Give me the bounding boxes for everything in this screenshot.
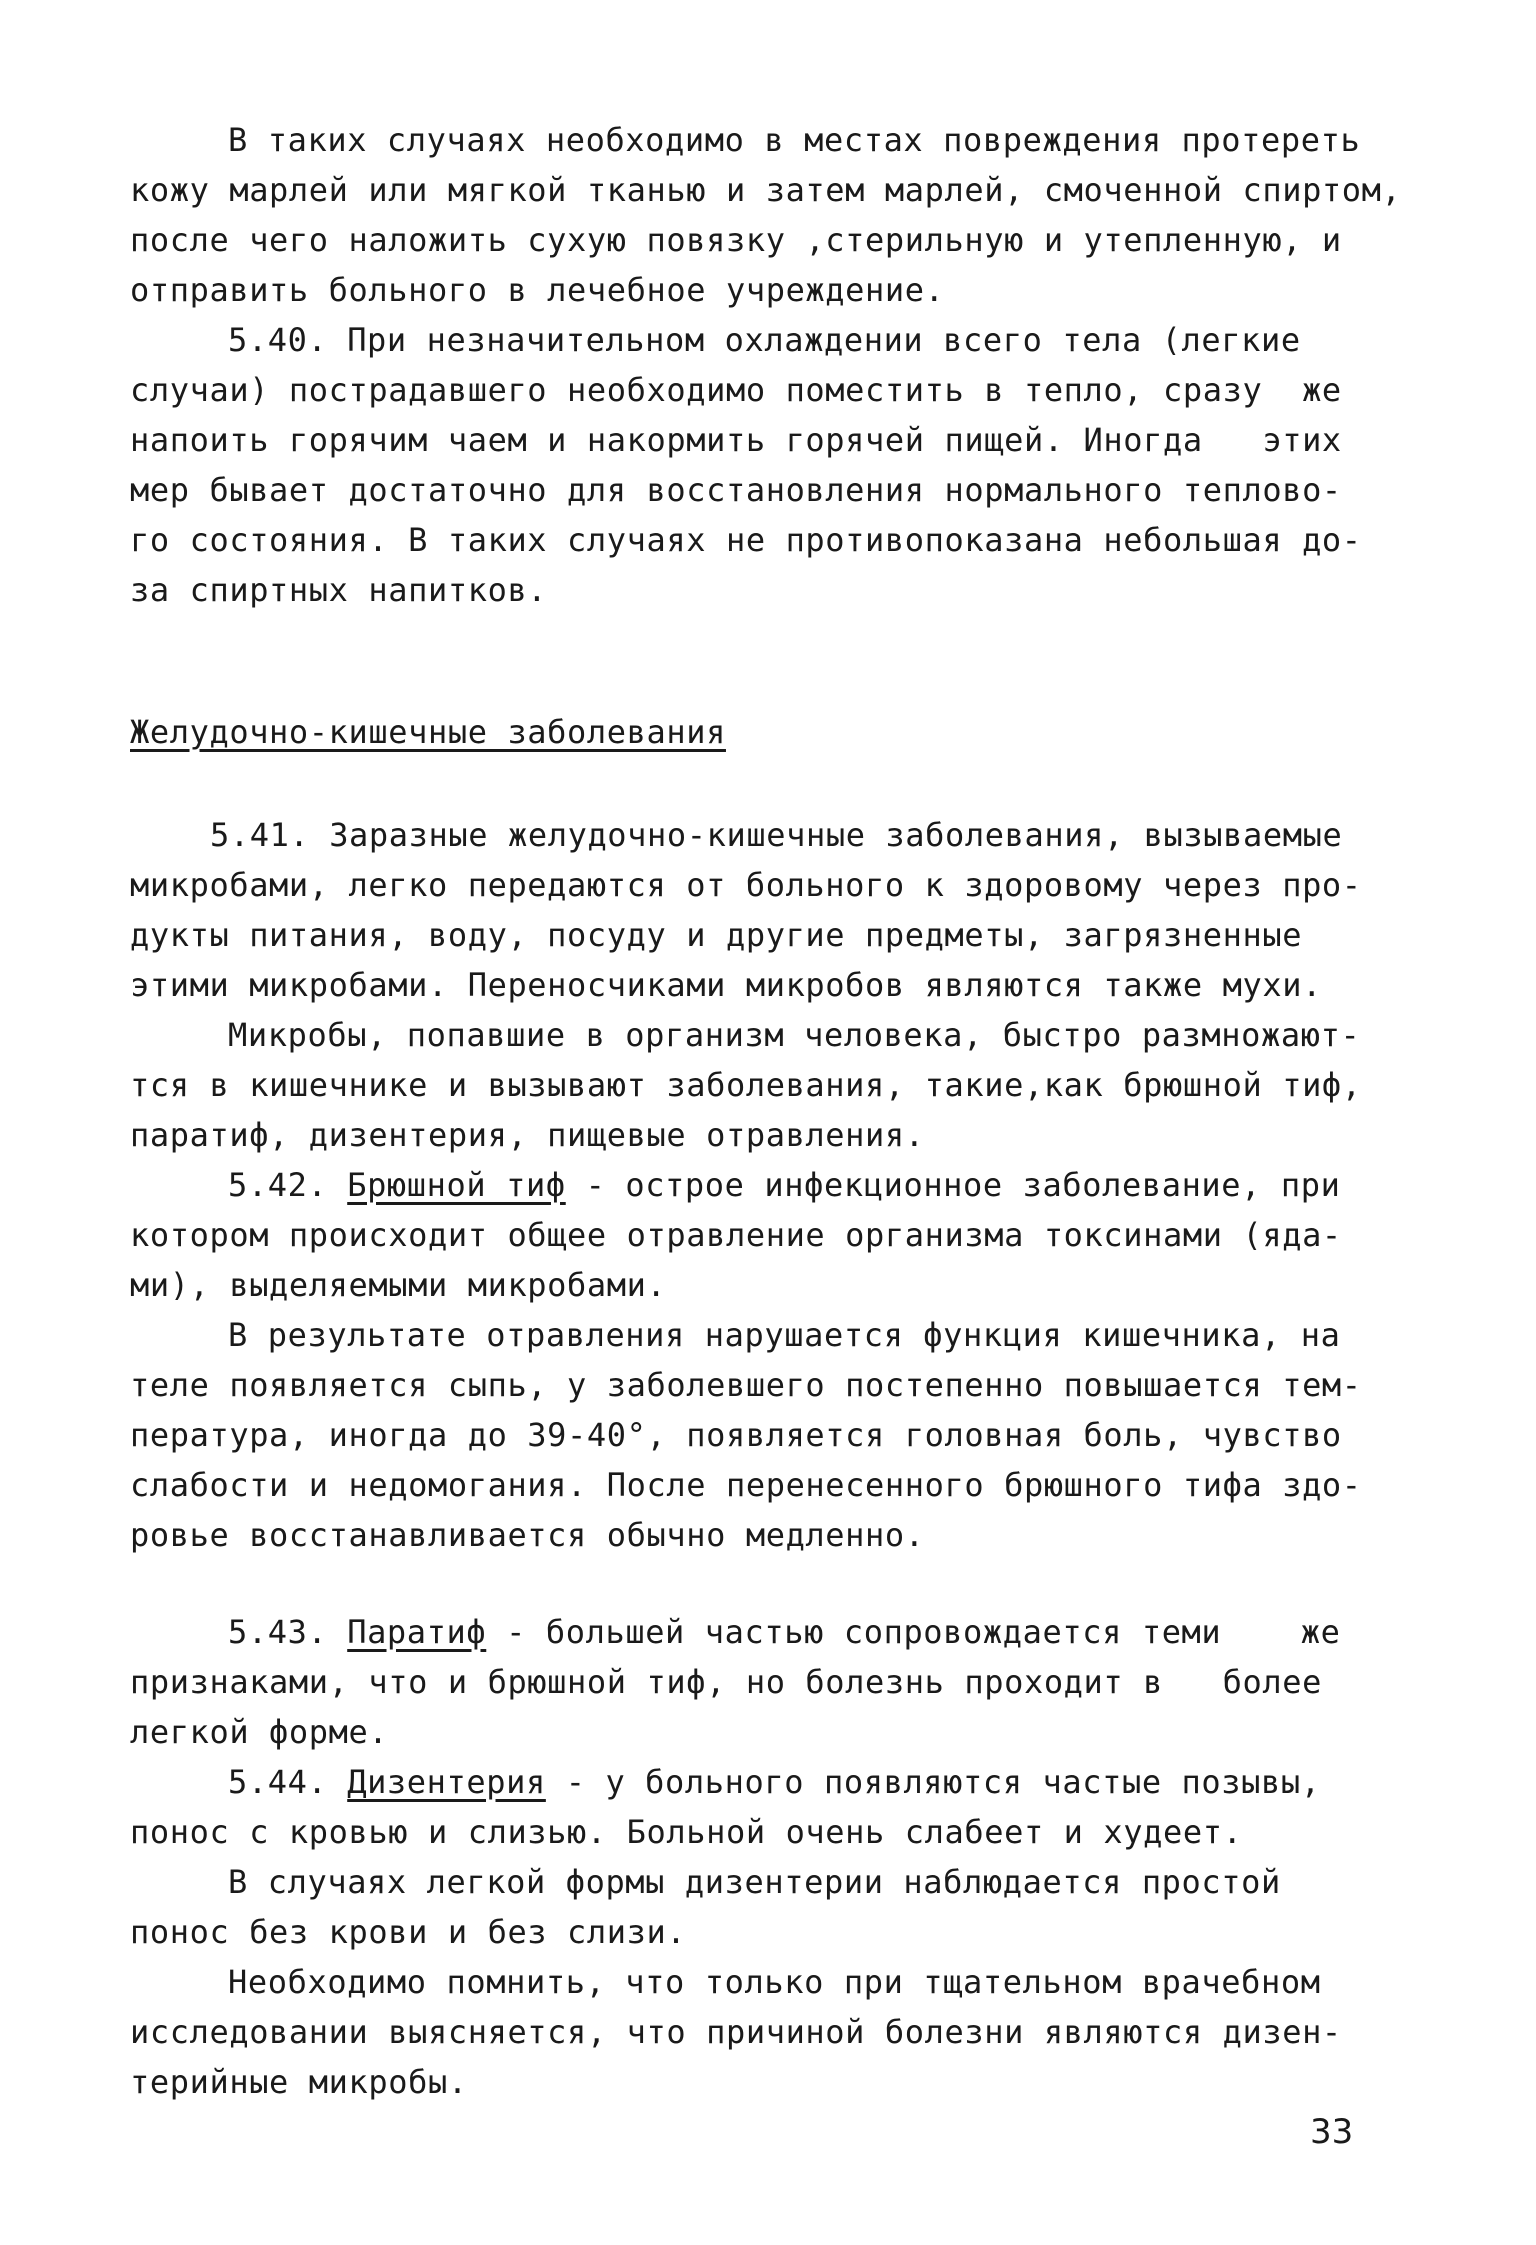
text-line: паратиф, дизентерия, пищевые отравления. xyxy=(130,1116,925,1154)
clause-number: 5.44. xyxy=(228,1763,348,1801)
text-line: напоить горячим чаем и накормить горячей пищей. Иногда этих xyxy=(130,421,1342,459)
text-line: 5.41. Заразные желудочно-кишечные заболевания, вызываемые xyxy=(210,816,1343,854)
text-line: за спиртных напитков. xyxy=(130,571,548,609)
text-line: после чего наложить сухую повязку ,стерильную и утепленную, и xyxy=(130,221,1342,259)
text-line: мер бывает достаточно для восстановления нормального теплово- xyxy=(130,471,1342,509)
text-line: ровье восстанавливается обычно медленно. xyxy=(130,1516,925,1554)
clause-number: 5.42. xyxy=(228,1166,348,1204)
text-line: В результате отравления нарушается функция кишечника, на xyxy=(228,1316,1341,1354)
text-line: В случаях легкой формы дизентерии наблюдается простой xyxy=(228,1863,1281,1901)
clause-number: 5.43. xyxy=(228,1613,348,1651)
text-line: терийные микробы. xyxy=(130,2063,468,2101)
clause-text: - острое инфекционное заболевание, при xyxy=(565,1166,1341,1204)
text-line: котором происходит общее отравление организма токсинами (яда- xyxy=(130,1216,1342,1254)
text-line: пература, иногда до 39-40°, появляется головная боль, чувство xyxy=(130,1416,1342,1454)
page-number: 33 xyxy=(1310,2112,1354,2152)
text-line: случаи) пострадавшего необходимо поместить в тепло, сразу же xyxy=(130,371,1342,409)
text-line: теле появляется сыпь, у заболевшего постепенно повышается тем- xyxy=(130,1366,1362,1404)
text-line: кожу марлей или мягкой тканью и затем марлей, смоченной спиртом, xyxy=(130,171,1402,209)
text-line xyxy=(228,1165,1341,1205)
text-line: Необходимо помнить, что только при тщательном врачебном xyxy=(228,1963,1321,2001)
text-line: исследовании выясняется, что причиной болезни являются дизен- xyxy=(130,2013,1342,2051)
text-line: этими микробами. Переносчиками микробов являются также мухи. xyxy=(130,966,1322,1004)
text-line: микробами, легко передаются от больного к здоровому через про- xyxy=(130,866,1362,904)
text-line: Микробы, попавшие в организм человека, быстро размножают- xyxy=(228,1016,1361,1054)
text-line: понос без крови и без слизи. xyxy=(130,1913,687,1951)
text-line: тся в кишечнике и вызывают заболевания, такие,как брюшной тиф, xyxy=(130,1066,1362,1104)
clause-text: - у больного появляются частые позывы, xyxy=(545,1763,1321,1801)
text-line: признаками, что и брюшной тиф, но болезнь проходит в более xyxy=(130,1663,1322,1701)
text-line: В таких случаях необходимо в местах повреждения протереть xyxy=(228,121,1361,159)
disease-term: Дизентерия xyxy=(347,1763,546,1801)
text-line: го состояния. В таких случаях не противопоказана небольшая до- xyxy=(130,521,1362,559)
text-line xyxy=(228,1762,1321,1802)
text-line: слабости и недомогания. После перенесенного брюшного тифа здо- xyxy=(130,1466,1362,1504)
clause-text: - большей частью сопровождается теми же xyxy=(486,1613,1341,1651)
disease-term: Брюшной тиф xyxy=(347,1166,566,1204)
text-line: 5.40. При незначительном охлаждении всего тела (легкие xyxy=(228,321,1301,359)
disease-term: Паратиф xyxy=(347,1613,487,1651)
text-line: дукты питания, воду, посуду и другие предметы, загрязненные xyxy=(130,916,1303,954)
text-line: легкой форме. xyxy=(130,1713,389,1751)
text-line: отправить больного в лечебное учреждение. xyxy=(130,271,945,309)
section-heading: Желудочно-кишечные заболевания xyxy=(130,713,726,751)
text-line xyxy=(228,1612,1341,1652)
text-line: понос с кровью и слизью. Больной очень слабеет и худеет. xyxy=(130,1813,1243,1851)
text-line: ми), выделяемыми микробами. xyxy=(130,1266,667,1304)
